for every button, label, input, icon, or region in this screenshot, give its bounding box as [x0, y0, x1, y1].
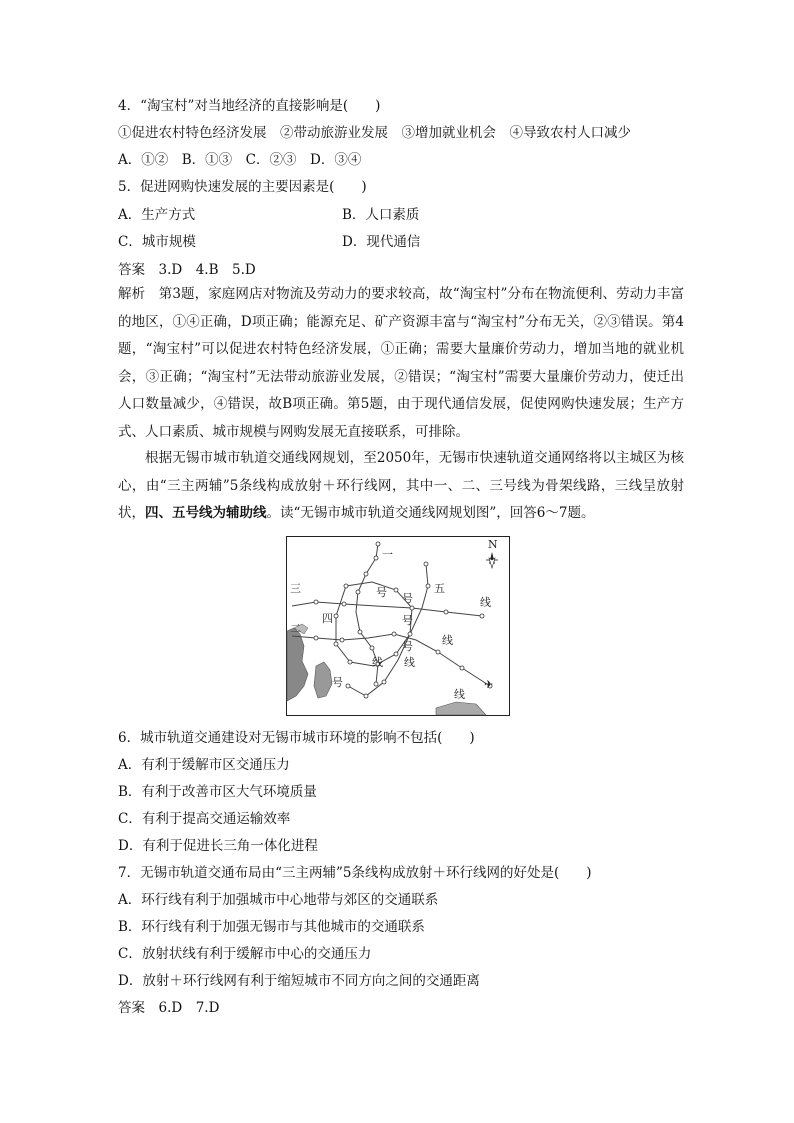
q7-option-a: A．环行线有利于加强城市中心地带与郊区的交通联系	[118, 892, 439, 908]
station	[356, 590, 360, 594]
map-label: 二	[290, 622, 301, 635]
intro-paragraph	[118, 445, 684, 528]
q7-option-c: C．放射状线有利于缓解市中心的交通压力	[118, 946, 372, 962]
station	[370, 646, 374, 650]
map-label: 号	[402, 640, 413, 653]
map-label: 号	[402, 592, 413, 605]
q5-option-a: A．生产方式	[118, 207, 196, 223]
station	[334, 614, 338, 618]
map-label: 线	[454, 688, 465, 701]
intro-text-bold: 四、五号线为辅助线	[145, 505, 267, 521]
station	[314, 600, 318, 604]
station	[344, 584, 348, 588]
q6-option-c: C．有利于提高交通运输效率	[118, 811, 291, 827]
map-label: 线	[480, 596, 491, 609]
map-label: 四	[322, 612, 333, 625]
map-label: 线	[404, 656, 415, 669]
map-label: 号	[402, 614, 413, 627]
map-label: 号	[376, 586, 387, 599]
station	[334, 642, 338, 646]
station	[394, 652, 398, 656]
q5-option-b: B．人口素质	[342, 207, 420, 223]
q4-statements: ①促进农村特色经济发展 ②带动旅游业发展 ③增加就业机会 ④导致农村人口减少	[118, 125, 631, 141]
intro-text-3: 。读“无锡市城市轨道交通线网规划图”，回答6～7题。	[266, 505, 595, 521]
station	[410, 606, 414, 610]
map-label: 一	[382, 548, 393, 561]
q6-option-b: B．有利于改善市区大气环境质量	[118, 784, 317, 800]
q7-stem: 7．无锡市轨道交通布局由“三主两辅”5条线构成放射＋环行线网的好处是( )	[118, 865, 592, 881]
station	[376, 542, 380, 546]
station	[436, 650, 440, 654]
map-label: 号	[332, 676, 343, 689]
answer-6-7: 答案 6.D 7.D	[118, 1000, 220, 1016]
station	[460, 666, 464, 670]
station	[340, 638, 344, 642]
answer-3-5: 答案 3.D 4.B 5.D	[118, 262, 256, 278]
station	[314, 636, 318, 640]
analysis-3-5: 解析 第3题，家庭网店对物流及劳动力的要求较高，故“淘宝村”分布在物流便利、劳动力丰富的地区，①④正确，D项正确；能源充足、矿产资源丰富与“淘宝村”分布无关，②③错误。第4题，“淘宝村”可以促进农村特色经济发展，①正确；需要大量廉价劳动力，增加当地的就业机会，③正确；“淘宝村”无法带动旅游业发展，②错误；“淘宝村”需要大量廉价劳动力，使迁出人口数量减少，④错误，故B项正确。第5题，由于现代通信发展，促使网购快速发展；生产方式、人口素质、城市规模与网购发展无直接联系，可排除。	[118, 286, 684, 440]
station	[392, 632, 396, 636]
map-label: 三	[290, 582, 301, 595]
q4-options: A．①② B．①③ C．②③ D．③④	[118, 152, 362, 168]
station	[364, 694, 368, 698]
station	[374, 556, 378, 560]
q5-options-row2	[118, 233, 684, 251]
map-label: 五	[434, 582, 445, 595]
airport-icon: ✈	[484, 678, 494, 691]
station	[394, 588, 398, 592]
station	[346, 684, 350, 688]
q5-options-row1	[118, 206, 684, 224]
station	[342, 602, 346, 606]
map-label: 线	[442, 634, 453, 647]
q5-option-d: D．现代通信	[342, 234, 421, 250]
station	[374, 682, 378, 686]
station	[408, 632, 412, 636]
q6-option-d: D．有利于促进长三角一体化进程	[118, 838, 318, 854]
q5-stem: 5．促进网购快速发展的主要因素是( )	[118, 179, 367, 195]
station	[382, 680, 386, 684]
station	[424, 562, 428, 566]
q5-option-c: C．城市规模	[118, 234, 196, 250]
station	[480, 614, 484, 618]
q7-option-d: D．放射＋环行线网有利于缩短城市不同方向之间的交通距离	[118, 973, 480, 989]
map-label: 线	[372, 656, 383, 669]
station	[358, 630, 362, 634]
q6-option-a: A．有利于缓解市区交通压力	[118, 757, 290, 773]
north-label: N	[488, 538, 498, 551]
station	[426, 584, 430, 588]
q7-option-b: B．环行线有利于加强无锡市与其他城市的交通联系	[118, 919, 425, 935]
station	[364, 572, 368, 576]
q6-stem: 6．城市轨道交通建设对无锡市城市环境的影响不包括( )	[118, 730, 475, 746]
station	[444, 610, 448, 614]
rail-network-map	[286, 536, 510, 716]
q4-stem: 4．“淘宝村”对当地经济的直接影响是( )	[118, 98, 381, 114]
station	[348, 660, 352, 664]
intro-text-1: 根据无锡市城市轨道交通线网规划，至2050年，无锡市快速轨道交通网络将以主城区为核心，由“三主两辅”5条线构成放射＋环行线网，其中一、二、三号线为骨架线路，三线呈放射状，	[118, 450, 684, 521]
